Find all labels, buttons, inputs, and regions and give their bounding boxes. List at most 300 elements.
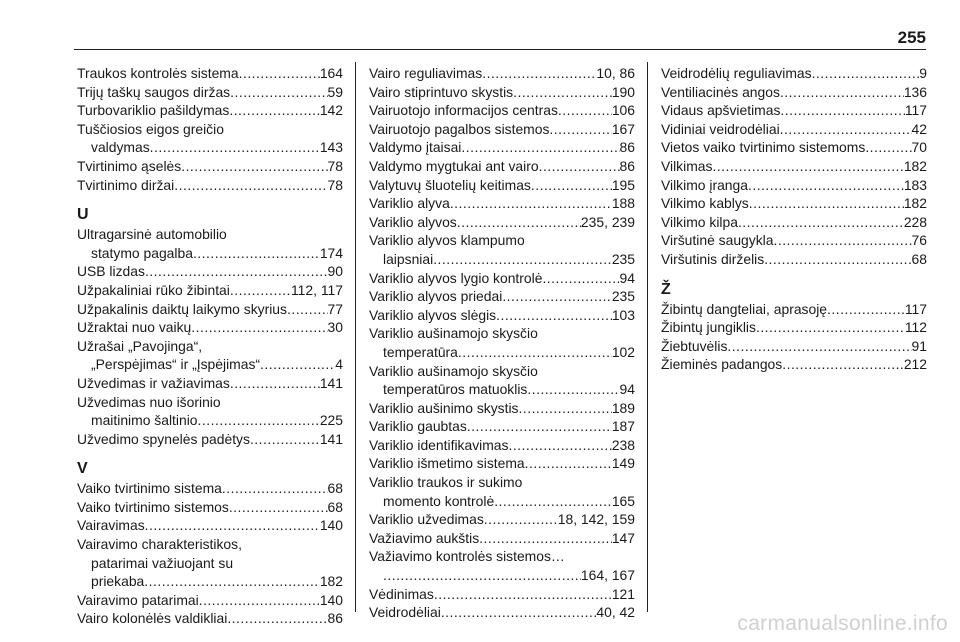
dot-leader bbox=[727, 337, 911, 356]
entry-pages: 112, 117 bbox=[290, 281, 343, 298]
entry-term: Važiavimo aukštis bbox=[369, 529, 480, 546]
entry-term: Vairuotojo informacijos centras bbox=[369, 102, 558, 119]
dot-leader bbox=[558, 101, 612, 120]
dot-leader bbox=[174, 176, 327, 195]
entry-pages: 94 bbox=[619, 269, 635, 286]
entry-pages: 212 bbox=[903, 356, 927, 373]
entry-term: Turbovariklio pašildymas bbox=[77, 102, 230, 119]
dot-leader bbox=[539, 157, 620, 176]
entry-line bbox=[369, 138, 635, 157]
entry-pages: 117 bbox=[904, 300, 927, 317]
entry-line bbox=[369, 213, 635, 232]
entry-term: Vilkimo kilpa bbox=[661, 213, 738, 230]
entry-line bbox=[77, 591, 343, 610]
index-entry bbox=[77, 479, 343, 498]
dot-leader bbox=[764, 250, 911, 269]
entry-pages: 18, 142, 159 bbox=[557, 511, 635, 528]
index-entry bbox=[369, 362, 635, 399]
index-entry bbox=[77, 498, 343, 517]
entry-pages: 68 bbox=[327, 480, 343, 497]
index-entry bbox=[77, 430, 343, 449]
entry-pages: 189 bbox=[611, 399, 635, 416]
index-entry bbox=[369, 473, 635, 510]
entry-term: Veidrodėliai bbox=[369, 604, 441, 621]
dot-leader bbox=[461, 138, 619, 157]
entry-line bbox=[661, 355, 927, 374]
entry-term: Viršutinė saugykla bbox=[661, 232, 774, 249]
entry-term: Valdymo mygtukai ant vairo bbox=[369, 157, 539, 174]
dot-leader bbox=[230, 281, 291, 300]
entry-line bbox=[77, 120, 343, 139]
dot-leader bbox=[441, 603, 597, 622]
entry-term: Užrašai „Pavojinga“, bbox=[77, 337, 203, 354]
entry-term: Užvedimas ir važiavimas bbox=[77, 374, 230, 391]
dot-leader bbox=[198, 411, 320, 430]
dot-leader bbox=[519, 399, 612, 418]
dot-leader bbox=[287, 300, 328, 319]
dot-leader bbox=[434, 585, 612, 604]
page-number: 255 bbox=[897, 28, 926, 47]
entry-pages: 182 bbox=[903, 157, 927, 174]
index-column-1 bbox=[77, 64, 343, 628]
index-entry bbox=[77, 101, 343, 120]
entry-line bbox=[77, 300, 343, 319]
index-entry bbox=[369, 417, 635, 436]
entry-term: Užpakaliniai rūko žibintai bbox=[77, 281, 230, 298]
entry-term: momento kontrolė bbox=[383, 492, 495, 509]
entry-line bbox=[369, 194, 635, 213]
dot-leader bbox=[812, 64, 920, 83]
dot-leader bbox=[780, 120, 912, 139]
entry-term: Žibintų jungiklis bbox=[661, 319, 756, 336]
dot-leader bbox=[450, 194, 612, 213]
entry-line bbox=[661, 83, 927, 102]
entry-term: Žibintų dangteliai, aprasoję bbox=[661, 300, 828, 317]
entry-line bbox=[369, 157, 635, 176]
entry-pages: 102 bbox=[611, 343, 635, 360]
index-entry bbox=[661, 337, 927, 356]
index-entry bbox=[77, 609, 343, 628]
index-entry bbox=[369, 399, 635, 418]
index-entry bbox=[369, 324, 635, 361]
index-entry bbox=[77, 374, 343, 393]
entry-term: Vidiniai veidrodėliai bbox=[661, 120, 780, 137]
index-entry bbox=[661, 355, 927, 374]
entry-pages: 4 bbox=[335, 356, 343, 373]
entry-term: Vairo kolonėlės valdikliai bbox=[77, 610, 228, 627]
index-entry bbox=[77, 281, 343, 300]
index-entry bbox=[77, 300, 343, 319]
dot-leader bbox=[865, 138, 911, 157]
index-entry bbox=[77, 64, 343, 83]
index-entry bbox=[661, 157, 927, 176]
index-entry bbox=[77, 157, 343, 176]
entry-term: Variklio gaubtas bbox=[369, 418, 467, 435]
entry-term: Tvirtinimo ąselės bbox=[77, 157, 182, 174]
entry-line bbox=[369, 547, 635, 566]
dot-leader bbox=[199, 591, 320, 610]
entry-line bbox=[369, 362, 635, 381]
dot-leader bbox=[756, 318, 905, 337]
section-letter: Ž bbox=[661, 280, 671, 298]
entry-term: Žiebtuvėlis bbox=[661, 337, 728, 354]
entry-line bbox=[369, 566, 635, 585]
index-entry bbox=[77, 591, 343, 610]
entry-pages: 235 bbox=[611, 288, 635, 305]
entry-line bbox=[77, 176, 343, 195]
entry-line bbox=[369, 473, 635, 492]
entry-line bbox=[77, 337, 343, 356]
entry-term: Vairavimo patarimai bbox=[77, 591, 199, 608]
entry-line bbox=[369, 176, 635, 195]
index-entry bbox=[661, 250, 927, 269]
entry-pages: 112 bbox=[904, 319, 927, 336]
index-entry bbox=[661, 101, 927, 120]
index-entry bbox=[77, 516, 343, 535]
entry-term: Užvedimas nuo išorinio bbox=[77, 393, 221, 410]
entry-term: valdymas bbox=[91, 139, 150, 156]
entry-line bbox=[369, 436, 635, 455]
entry-pages: 164, 167 bbox=[580, 567, 635, 584]
entry-pages: 228 bbox=[903, 213, 927, 230]
entry-term: Variklio alyvos klampumo bbox=[369, 232, 525, 249]
index-entry bbox=[369, 231, 635, 268]
entry-line bbox=[77, 101, 343, 120]
index-entry bbox=[369, 603, 635, 622]
entry-line bbox=[661, 337, 927, 356]
entry-term: Vairo stiprintuvo skystis bbox=[369, 83, 514, 100]
entry-term: Vairo reguliavimas bbox=[369, 65, 483, 81]
entry-pages: 106 bbox=[611, 102, 635, 119]
entry-term: Trijų taškų saugos diržas bbox=[77, 83, 231, 100]
entry-line bbox=[661, 101, 927, 120]
index-entry bbox=[369, 157, 635, 176]
entry-line bbox=[77, 554, 343, 573]
dot-leader bbox=[549, 120, 611, 139]
entry-term: Variklio aušinamojo skysčio bbox=[369, 362, 538, 379]
entry-line bbox=[661, 213, 927, 232]
index-entry bbox=[369, 64, 635, 83]
entry-term: Variklio aušinimo skystis bbox=[369, 399, 519, 416]
dot-leader bbox=[145, 516, 320, 535]
entry-pages: 165 bbox=[611, 492, 635, 509]
header-rule bbox=[74, 49, 926, 50]
index-entry bbox=[77, 393, 343, 430]
index-entry bbox=[369, 510, 635, 529]
entry-term: Vilkimo įranga bbox=[661, 176, 748, 193]
index-entry bbox=[369, 547, 635, 584]
entry-term: Variklio traukos ir sukimo bbox=[369, 474, 523, 491]
dot-leader bbox=[748, 176, 904, 195]
index-entry bbox=[369, 138, 635, 157]
index-entry bbox=[369, 269, 635, 288]
entry-line bbox=[661, 250, 927, 269]
column-divider bbox=[647, 62, 648, 612]
entry-line bbox=[77, 355, 343, 374]
entry-line bbox=[77, 83, 343, 102]
entry-line bbox=[369, 454, 635, 473]
index-entry bbox=[369, 101, 635, 120]
dot-leader bbox=[193, 244, 320, 263]
entry-term: Tvirtinimo diržai bbox=[77, 176, 175, 193]
dot-leader bbox=[239, 64, 320, 83]
entry-term: Vidaus apšvietimas bbox=[661, 102, 781, 119]
entry-pages: 182 bbox=[319, 573, 343, 590]
entry-term: USB lizdas bbox=[77, 263, 145, 280]
dot-leader bbox=[482, 64, 596, 83]
entry-line bbox=[369, 492, 635, 511]
entry-line bbox=[661, 231, 927, 250]
entry-pages: 141 bbox=[319, 374, 343, 391]
entry-line bbox=[369, 529, 635, 548]
entry-line bbox=[369, 231, 635, 250]
entry-pages: 86 bbox=[619, 157, 635, 174]
entry-line bbox=[77, 225, 343, 244]
entry-pages: 68 bbox=[911, 250, 927, 267]
entry-line bbox=[369, 324, 635, 343]
entry-term: Veidrodėlių reguliavimas bbox=[661, 65, 812, 81]
index-entry bbox=[369, 287, 635, 306]
dot-leader bbox=[780, 83, 904, 102]
entry-term: Ventiliacinės angos bbox=[661, 83, 780, 100]
entry-pages: 225 bbox=[319, 412, 343, 429]
entry-line bbox=[77, 138, 343, 157]
entry-line bbox=[661, 318, 927, 337]
index-entry bbox=[369, 585, 635, 604]
entry-pages: 149 bbox=[611, 455, 635, 472]
dot-leader bbox=[250, 430, 320, 449]
entry-line bbox=[661, 157, 927, 176]
dot-leader bbox=[782, 355, 904, 374]
entry-pages: 235 bbox=[611, 250, 635, 267]
index-entry bbox=[661, 64, 927, 83]
entry-pages: 195 bbox=[611, 176, 635, 193]
entry-pages: 90 bbox=[327, 263, 343, 280]
entry-term: Variklio alyva bbox=[369, 195, 450, 212]
entry-pages: 167 bbox=[611, 120, 635, 137]
entry-pages: 91 bbox=[911, 337, 927, 354]
entry-term: Užraktai nuo vaikų bbox=[77, 319, 192, 336]
entry-pages: 183 bbox=[903, 176, 927, 193]
entry-term: Vairavimo charakteristikos, bbox=[77, 536, 242, 553]
entry-term: Viršutinis dirželis bbox=[661, 250, 765, 267]
entry-pages: 78 bbox=[327, 157, 343, 174]
entry-pages: 40, 42 bbox=[596, 604, 635, 621]
dot-leader bbox=[150, 138, 320, 157]
entry-pages: 136 bbox=[903, 83, 927, 100]
entry-term: Vilkimas bbox=[661, 157, 713, 174]
dot-leader bbox=[484, 510, 558, 529]
index-entry bbox=[661, 176, 927, 195]
dot-leader bbox=[181, 157, 327, 176]
index-entry bbox=[661, 120, 927, 139]
entry-pages: 117 bbox=[904, 102, 927, 119]
entry-pages: 10, 86 bbox=[596, 65, 635, 81]
entry-pages: 86 bbox=[327, 610, 343, 627]
dot-leader bbox=[458, 343, 612, 362]
entry-line bbox=[77, 393, 343, 412]
column-divider bbox=[355, 62, 356, 612]
entry-term: Ultragarsinė automobilio bbox=[77, 226, 227, 243]
entry-line bbox=[77, 64, 343, 83]
entry-line bbox=[77, 430, 343, 449]
entry-line bbox=[77, 318, 343, 337]
entry-line bbox=[369, 64, 635, 83]
entry-pages: 190 bbox=[611, 83, 635, 100]
dot-leader bbox=[479, 529, 612, 548]
index-entry bbox=[661, 138, 927, 157]
entry-line bbox=[369, 399, 635, 418]
entry-term: maitinimo šaltinio bbox=[91, 412, 198, 429]
dot-leader bbox=[260, 355, 335, 374]
dot-leader bbox=[191, 318, 327, 337]
index-entry bbox=[77, 83, 343, 102]
dot-leader bbox=[508, 436, 611, 455]
dot-leader bbox=[527, 380, 619, 399]
entry-pages: 42 bbox=[911, 120, 927, 137]
entry-pages: 70 bbox=[911, 139, 927, 156]
dot-leader bbox=[222, 479, 328, 498]
dot-leader bbox=[749, 194, 904, 213]
entry-term: Užvedimo spynelės padėtys bbox=[77, 430, 250, 447]
entry-term: Vėdinimas bbox=[369, 585, 434, 602]
entry-pages: 9 bbox=[919, 65, 927, 81]
entry-line bbox=[369, 510, 635, 529]
dot-leader bbox=[712, 157, 903, 176]
entry-term: „Perspėjimas“ ir „Įspėjimas“ bbox=[91, 356, 261, 373]
entry-term: Valdymo įtaisai bbox=[369, 139, 462, 156]
index-entry bbox=[369, 454, 635, 473]
entry-line bbox=[77, 157, 343, 176]
dot-leader bbox=[827, 300, 905, 319]
index-entry bbox=[661, 300, 927, 319]
entry-line bbox=[369, 603, 635, 622]
entry-line bbox=[77, 516, 343, 535]
entry-line bbox=[661, 176, 927, 195]
entry-line bbox=[661, 138, 927, 157]
index-entry bbox=[77, 176, 343, 195]
entry-term: temperatūros matuoklis bbox=[383, 381, 528, 398]
entry-line bbox=[369, 380, 635, 399]
dot-leader bbox=[144, 572, 320, 591]
dot-leader bbox=[227, 609, 327, 628]
watermark: carmanualsonline.info bbox=[737, 612, 948, 635]
entry-term: Vaiko tvirtinimo sistemos bbox=[77, 498, 229, 515]
entry-line bbox=[369, 287, 635, 306]
dot-leader bbox=[773, 231, 911, 250]
dot-leader bbox=[496, 306, 612, 325]
dot-leader bbox=[502, 287, 612, 306]
entry-term: Vairuotojo pagalbos sistemos bbox=[369, 120, 550, 137]
entry-line bbox=[369, 585, 635, 604]
entry-term: Variklio alyvos lygio kontrolė bbox=[369, 269, 543, 286]
entry-line bbox=[661, 64, 927, 83]
entry-term: Užpakalinis daiktų laikymo skyrius bbox=[77, 300, 287, 317]
dot-leader bbox=[229, 101, 319, 120]
index-column-2 bbox=[369, 64, 635, 622]
entry-pages: 121 bbox=[611, 585, 635, 602]
entry-term: Vaiko tvirtinimo sistema bbox=[77, 480, 222, 497]
entry-pages: 143 bbox=[319, 139, 343, 156]
index-entry bbox=[661, 83, 927, 102]
entry-line bbox=[77, 498, 343, 517]
entry-term: Variklio identifikavimas bbox=[369, 436, 509, 453]
entry-pages: 30 bbox=[327, 319, 343, 336]
entry-term: statymo pagalba bbox=[91, 244, 193, 261]
index-entry bbox=[661, 213, 927, 232]
entry-pages: 187 bbox=[611, 418, 635, 435]
dot-leader bbox=[457, 213, 581, 232]
entry-line bbox=[661, 120, 927, 139]
dot-leader bbox=[433, 250, 612, 269]
entry-term: Vietos vaiko tvirtinimo sistemoms bbox=[661, 139, 866, 156]
dot-leader bbox=[383, 566, 581, 585]
entry-term: Žieminės padangos bbox=[661, 356, 783, 373]
index-entry bbox=[77, 225, 343, 262]
index-entry bbox=[661, 318, 927, 337]
entry-pages: 238 bbox=[611, 436, 635, 453]
dot-leader bbox=[525, 454, 612, 473]
entry-pages: 164 bbox=[319, 65, 343, 81]
index-entry bbox=[77, 535, 343, 591]
entry-term: Tuščiosios eigos greičio bbox=[77, 120, 224, 137]
entry-line bbox=[369, 101, 635, 120]
entry-line bbox=[369, 269, 635, 288]
entry-line bbox=[369, 250, 635, 269]
dot-leader bbox=[467, 417, 612, 436]
entry-pages: 76 bbox=[911, 232, 927, 249]
entry-pages: 59 bbox=[327, 83, 343, 100]
entry-term: patarimai važiuojant su bbox=[91, 554, 234, 571]
index-entry bbox=[369, 120, 635, 139]
index-entry bbox=[369, 83, 635, 102]
entry-line bbox=[77, 262, 343, 281]
entry-term: laipsniai bbox=[383, 250, 434, 267]
entry-line bbox=[77, 572, 343, 591]
entry-pages: 78 bbox=[327, 176, 343, 193]
index-entry bbox=[661, 194, 927, 213]
entry-term: Važiavimo kontrolės sistemos… bbox=[369, 548, 565, 565]
entry-line bbox=[77, 411, 343, 430]
entry-pages: 147 bbox=[611, 529, 635, 546]
entry-term: Variklio išmetimo sistema bbox=[369, 455, 525, 472]
entry-pages: 103 bbox=[611, 306, 635, 323]
dot-leader bbox=[494, 492, 612, 511]
entry-term: Variklio užvedimas bbox=[369, 511, 484, 528]
entry-line bbox=[661, 300, 927, 319]
entry-pages: 174 bbox=[319, 244, 343, 261]
entry-pages: 94 bbox=[619, 381, 635, 398]
entry-pages: 77 bbox=[327, 300, 343, 317]
entry-term: Vairavimas bbox=[77, 517, 145, 534]
entry-pages: 140 bbox=[319, 591, 343, 608]
entry-line bbox=[369, 343, 635, 362]
index-entry bbox=[369, 194, 635, 213]
dot-leader bbox=[738, 213, 904, 232]
entry-line bbox=[369, 417, 635, 436]
entry-term: Vilkimo kablys bbox=[661, 195, 749, 212]
index-column-3 bbox=[661, 64, 927, 374]
entry-pages: 188 bbox=[611, 195, 635, 212]
entry-term: Valytuvų šluotelių keitimas bbox=[369, 176, 531, 193]
entry-term: Variklio aušinamojo skysčio bbox=[369, 325, 538, 342]
dot-leader bbox=[230, 83, 327, 102]
entry-line bbox=[77, 535, 343, 554]
entry-pages: 182 bbox=[903, 195, 927, 212]
section-letter: U bbox=[77, 206, 89, 224]
dot-leader bbox=[531, 176, 612, 195]
dot-leader bbox=[230, 374, 320, 393]
